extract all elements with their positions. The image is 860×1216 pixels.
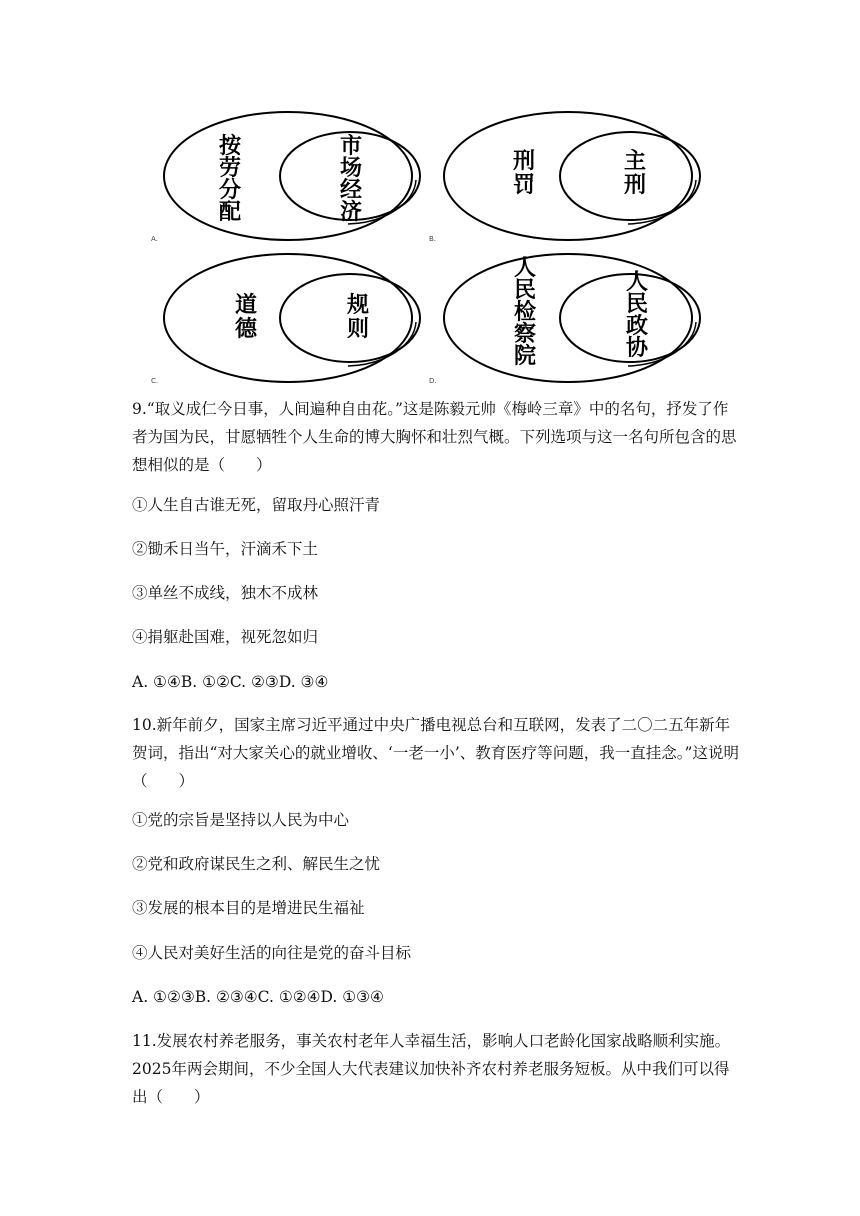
diagram-a-inner-4: 济 — [339, 199, 363, 225]
diagram-c-outer-1: 道 — [234, 292, 258, 318]
diagram-b-letter: B. — [429, 235, 437, 243]
q10-choices: A. ①②③B. ②③④C. ①②④D. ①③④ — [132, 988, 384, 1006]
diagram-a-outer-4: 配 — [218, 199, 242, 225]
diagram-d-inner-1: 人 — [625, 269, 649, 295]
diagram-c-outer-2: 德 — [234, 316, 258, 342]
diagram-d-outer-5: 院 — [513, 343, 537, 369]
q10-option-4: ④人民对美好生活的向往是党的奋斗目标 — [132, 944, 412, 962]
q9-option-4: ④捐躯赴国难，视死忽如归 — [132, 628, 319, 646]
q10-option-3: ③发展的根本目的是增进民生福祉 — [132, 899, 365, 917]
diagram-d — [428, 238, 718, 388]
diagram-d-letter: D. — [429, 377, 437, 385]
q9-choices: A. ①④B. ①②C. ②③D. ③④ — [132, 673, 329, 691]
diagram-a-inner-2: 场 — [339, 155, 363, 181]
diagram-c-inner-1: 规 — [346, 292, 370, 318]
diagram-a — [148, 96, 428, 246]
diagram-b-outer-1: 刑 — [512, 148, 536, 174]
diagram-a-letter: A. — [151, 235, 158, 243]
q9-option-3: ③单丝不成线，独木不成林 — [132, 584, 319, 602]
q9-option-1: ①人生自古谁无死，留取丹心照汗青 — [132, 496, 381, 514]
q9-stem: 9.“取义成仁今日事，人间遍种自由花。”这是陈毅元帅《梅岭三章》中的名句，抒发了作者为国为民，甘愿牺牲个人生命的博大胸怀和壮烈气概。下列选项与这一名句所包含的思想相似的是（ ） — [132, 400, 737, 474]
diagram-a-outer-1: 按 — [218, 133, 242, 159]
diagram-d-outer-4: 察 — [513, 321, 537, 347]
q10-option-2: ②党和政府谋民生之利、解民生之忧 — [132, 855, 381, 873]
diagram-d-outer-1: 人 — [513, 255, 537, 281]
diagram-d-outer-2: 民 — [513, 277, 537, 303]
diagram-b-inner-2: 刑 — [623, 172, 647, 198]
diagram-c-letter: C. — [151, 377, 159, 385]
q9-option-2: ②锄禾日当午，汗滴禾下土 — [132, 540, 319, 558]
diagram-d-outer-3: 检 — [513, 299, 537, 325]
diagram-c-inner-2: 则 — [346, 316, 370, 342]
diagram-b-outer-2: 罚 — [512, 172, 536, 198]
q10-option-1: ①党的宗旨是坚持以人民为中心 — [132, 811, 350, 829]
diagram-a-outer-2: 劳 — [218, 155, 242, 181]
diagram-a-outer-3: 分 — [218, 177, 242, 203]
diagram-b — [428, 96, 718, 246]
q10-stem: 10.新年前夕，国家主席习近平通过中央广播电视总台和互联网，发表了二〇二五年新年贺词，指出“对大家关心的就业增收、‘一老一小’、教育医疗等问题，我一直挂念。”这说明（ ） — [132, 716, 739, 790]
q11-stem: 11.发展农村养老服务，事关农村老年人幸福生活，影响人口老龄化国家战略顺利实施。2025年两会期间，不少全国人大代表建议加快补齐农村养老服务短板。从中我们可以得出（ ） — [132, 1032, 731, 1106]
diagram-a-inner-3: 经 — [339, 177, 363, 203]
diagram-b-inner-1: 主 — [623, 148, 647, 174]
diagram-d-inner-2: 民 — [625, 291, 649, 317]
diagram-d-inner-4: 协 — [625, 335, 649, 361]
diagram-a-inner-1: 市 — [339, 133, 363, 159]
diagram-d-inner-3: 政 — [625, 313, 649, 339]
diagram-c — [148, 238, 428, 388]
